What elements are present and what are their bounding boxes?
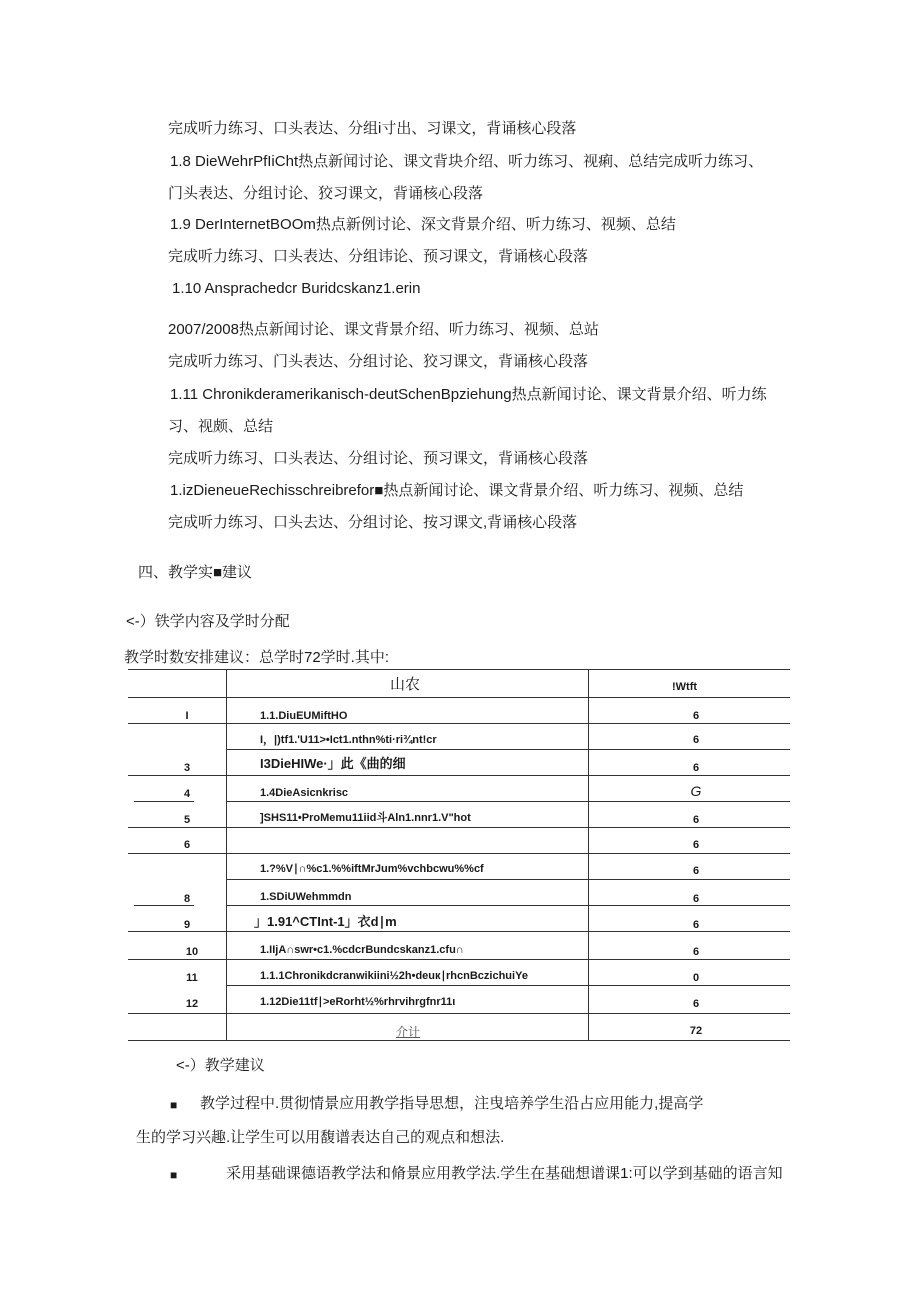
paragraph-text: 门头表达、分组讨论、狡习课文，背诵核心段落 bbox=[168, 185, 484, 202]
bullet-icon: ■ bbox=[170, 1098, 178, 1112]
subsection-heading: <-）铁学内容及学时分配 bbox=[126, 613, 290, 630]
row-content: I3DieHIWe·」此《曲的细 bbox=[260, 756, 406, 771]
row-hours: 0 bbox=[692, 972, 700, 984]
bullet-icon: ■ bbox=[170, 1168, 178, 1182]
row-hours: 6 bbox=[692, 734, 700, 746]
row-number: 3 bbox=[183, 762, 191, 774]
row-hours: 6 bbox=[692, 998, 700, 1010]
row-content: 1.SDiUWehmmdn bbox=[260, 891, 352, 903]
row-hours: 6 bbox=[692, 814, 700, 826]
row-content: 1.?%V∣∩%c1.%%iftMrJum%vchbcwu%%cf bbox=[260, 863, 484, 875]
row-hours: 6 bbox=[692, 893, 700, 905]
subsection-heading: <-）教学建议 bbox=[176, 1057, 265, 1074]
row-number: I bbox=[185, 710, 189, 722]
table-header-content: 山农 bbox=[390, 676, 421, 693]
section-heading: 四、教学实■建议 bbox=[138, 564, 253, 581]
row-number: 11 bbox=[186, 972, 198, 984]
row-number: 5 bbox=[183, 814, 191, 826]
row-number: 8 bbox=[183, 893, 191, 905]
paragraph-text: 完成听力练习、口头表达、分组i寸出、习课文，背诵核心段落 bbox=[168, 120, 577, 137]
row-number: 12 bbox=[185, 998, 199, 1010]
row-hours: 6 bbox=[692, 839, 700, 851]
paragraph-text: 2007/2008热点新闻讨论、课文背景介绍、听力练习、视频、总站 bbox=[168, 321, 599, 338]
row-number: 4 bbox=[183, 788, 191, 800]
paragraph-text: 习、视颇、总结 bbox=[168, 418, 274, 435]
paragraph-text: 完成听力练习、口头表达、分组讳论、预习课文，背诵核心段落 bbox=[168, 248, 589, 265]
row-hours: G bbox=[690, 783, 702, 799]
table-header-hours: !Wtft bbox=[672, 681, 698, 693]
row-number: 6 bbox=[183, 839, 191, 851]
row-content: 1.4DieAsicnkrisc bbox=[260, 787, 349, 799]
paragraph-text: 1.11 Chronikderamerikanisch-deutSchenBpziehung热点新闻讨论、课文背景介绍、听力练 bbox=[170, 386, 767, 403]
paragraph-text: 1.9 DerInternetBOOm热点新例讨论、深文背景介绍、听力练习、视频、总结 bbox=[170, 216, 676, 233]
row-content: 1.IIjA∩swr•c1.%cdcrBundcskanz1.cfu∩ bbox=[260, 944, 464, 956]
row-hours: 6 bbox=[692, 865, 700, 877]
paragraph-text: 完成听力练习、口头表达、分组讨论、预习课文，背诵核心段落 bbox=[168, 450, 589, 467]
paragraph-text: 1.10 Ansprachedcr Buridcskanz1.erin bbox=[172, 280, 421, 297]
table-intro: 教学时数安排建议：总学时72学时.其中: bbox=[124, 649, 390, 666]
bullet-text: 采用基础课德语教学法和脩景应用教学法.学生在基础想谱课1:可以学到基础的语言知 bbox=[226, 1165, 783, 1182]
paragraph-text: 1.8 DieWehrPfIiCht热点新闻讨论、课文背块介绍、听力练习、视痢、总结完成听力练习、 bbox=[170, 153, 764, 170]
total-hours: 72 bbox=[689, 1025, 703, 1037]
total-label: 介计 bbox=[396, 1025, 421, 1039]
row-number: 9 bbox=[183, 919, 191, 931]
row-content: ]SHS11•ProMemu11iid斗Aln1.nnr1.V"hot bbox=[260, 812, 471, 824]
row-hours: 6 bbox=[692, 710, 700, 722]
paragraph-text: 完成听力练习、门头表达、分组讨论、狡习课文，背诵核心段落 bbox=[168, 353, 589, 370]
paragraph-text: 完成听力练习、口头去达、分组讨论、按习课文,背诵核心段落 bbox=[168, 514, 578, 531]
row-content: 」1.91^CTInt-1」衣d∣m bbox=[254, 914, 397, 929]
row-content: 1.12Die11tf∣>eRorht½%rhrvihrgfnr11ι bbox=[260, 996, 456, 1008]
row-hours: 6 bbox=[692, 762, 700, 774]
row-number: 10 bbox=[185, 946, 199, 958]
paragraph-text: 1.izDieneueRechisschreibrefor■热点新闻讨论、课文背景介绍、听力练习、视频、总结 bbox=[170, 482, 744, 499]
row-content: I，|)tf1.'U11>•Ict1.nthn%ti·ri¾nt!cr bbox=[260, 734, 437, 746]
row-hours: 6 bbox=[692, 919, 700, 931]
row-hours: 6 bbox=[692, 946, 700, 958]
bullet-text: 生的学习兴趣.让学生可以用馥谱表达自己的观点和想法. bbox=[136, 1129, 505, 1146]
row-content: 1.1.1Chronikdcranwikiini½2h•deuк∣rhcnBczichuiYe bbox=[260, 970, 528, 982]
row-content: 1.1.DiuEUMiftHO bbox=[260, 710, 348, 722]
bullet-text: 教学过程中.贯彻情景应用教学指导思想，注曳培养学生沿占应用能力,提高学 bbox=[200, 1095, 704, 1112]
